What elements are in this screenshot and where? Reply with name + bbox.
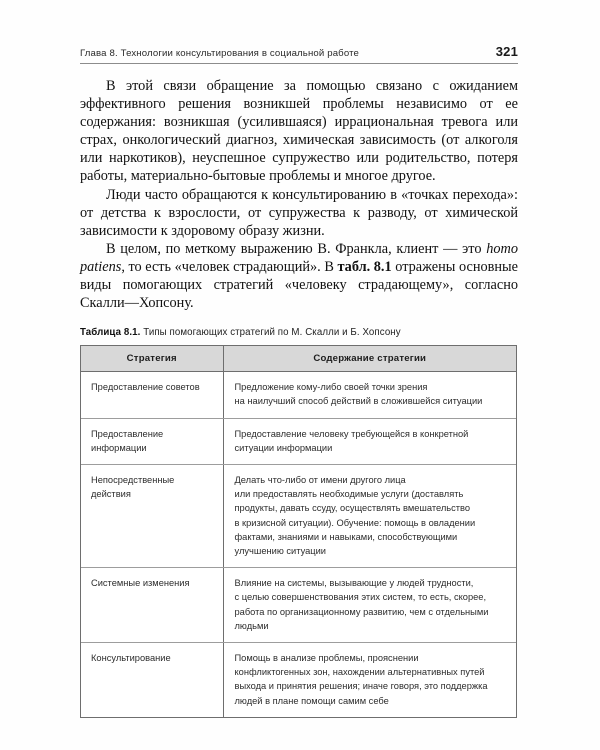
cell-strategy: Непосредственные действия — [81, 465, 223, 568]
strategies-table-container — [80, 345, 517, 718]
cell-strategy: Предоставление информации — [81, 418, 223, 464]
table-caption — [80, 327, 518, 338]
cell-strategy: Предоставление советов — [81, 372, 223, 418]
cell-content-line: выхода и принятия решения; иначе говоря, это поддержка — [234, 681, 488, 692]
table-caption-text: Типы помогающих стратегий по М. Скалли и Б. Хопсону — [140, 327, 401, 339]
table-header — [81, 346, 516, 372]
table-body — [81, 372, 516, 717]
table-row — [81, 465, 516, 568]
table-row — [81, 643, 516, 717]
running-header — [80, 0, 518, 63]
cell-content-line: продукты, давать ссуду, осуществлять вмешательство — [234, 503, 471, 514]
body-text — [80, 77, 518, 312]
cell-content — [223, 465, 516, 568]
cell-content-line: Помощь в анализе проблемы, прояснении — [234, 653, 419, 664]
header-divider-rule — [80, 63, 518, 64]
cell-content-line: людьми — [234, 620, 269, 631]
page-number: 321 — [495, 44, 518, 59]
cell-content-line: конфликтогенных зон, нахождении альтернативных путей — [234, 667, 485, 678]
latin-term-homo-patiens: homo patiens — [80, 240, 518, 275]
table-row — [81, 418, 516, 464]
cell-content-line: с целью совершенствования этих систем, то есть, скорее, — [234, 592, 487, 603]
paragraph-2-text: Люди часто обращаются к консультированию в «точках перехода»: от детства к взрослости, от супружества к разводу, от химической зависимости к здоровому образу жизни. — [80, 186, 518, 239]
paragraph-1-text: В этой связи обращение за помощью связано с ожиданием эффективного решения возникшей проблемы независимо от ее содержания: возникшая (усилившаяся) иррациональная тревога или страх, онкологический диагноз, химическая зависимость (от алкоголя или наркотиков), неуспешное супружество или родительство, потеря работы, материально-бытовые проблемы и многое другое. — [80, 78, 518, 185]
cell-strategy: Консультирование — [81, 643, 223, 717]
paragraph-3-text-c: отражены основные виды помогающих стратегий «человеку страдающему», согласно Скалли—Хопсону. — [80, 258, 518, 312]
cell-content-line: фактами, знаниями и навыками, способствующими — [234, 531, 458, 542]
cell-content — [223, 418, 516, 464]
cell-content-line: ситуации информации — [234, 442, 333, 453]
cell-content-line: или предоставлять необходимые услуги (доставлять — [234, 489, 464, 500]
column-header-content: Содержание стратегии — [223, 346, 516, 372]
column-header-strategy: Стратегия — [81, 346, 223, 372]
paragraph-3 — [80, 240, 518, 312]
cell-content-line: улучшению ситуации — [234, 546, 327, 557]
cell-content-line: в кризисной ситуации). Обучение: помощь в овладении — [234, 517, 476, 528]
cell-content-line: Предоставление человеку требующейся в конкретной — [234, 428, 469, 439]
cell-content-line: на наилучший способ действий в сложившейся ситуации — [234, 396, 483, 407]
table-row — [81, 372, 516, 418]
table-reference: табл. 8.1 — [337, 258, 392, 275]
cell-strategy: Системные изменения — [81, 568, 223, 643]
strategies-table — [81, 346, 516, 717]
cell-content-line: работа по организационному развитию, чем с отдельными — [234, 606, 489, 617]
cell-content — [223, 372, 516, 418]
cell-content-line: Предложение кому-либо своей точки зрения — [234, 382, 428, 393]
chapter-title: Глава 8. Технологии консультирования в социальной работе — [80, 48, 360, 59]
page-content-column — [80, 0, 518, 718]
paragraph-1 — [80, 77, 518, 186]
cell-content-line: Делать что-либо от имени другого лица — [234, 475, 406, 486]
cell-content — [223, 643, 516, 717]
cell-content — [223, 568, 516, 643]
table-header-row — [81, 346, 516, 372]
table-row — [81, 568, 516, 643]
table-caption-number: Таблица 8.1. — [80, 327, 141, 339]
paragraph-3-text-a: В целом, по меткому выражению В. Франкла, клиент — это — [106, 240, 487, 257]
paragraph-3-text-b: , то есть «человек страдающий». В — [121, 258, 338, 275]
cell-content-line: Влияние на системы, вызывающие у людей трудности, — [234, 578, 474, 589]
paragraph-2 — [80, 186, 518, 240]
cell-content-line: людей в плане помощи самим себе — [234, 695, 389, 706]
